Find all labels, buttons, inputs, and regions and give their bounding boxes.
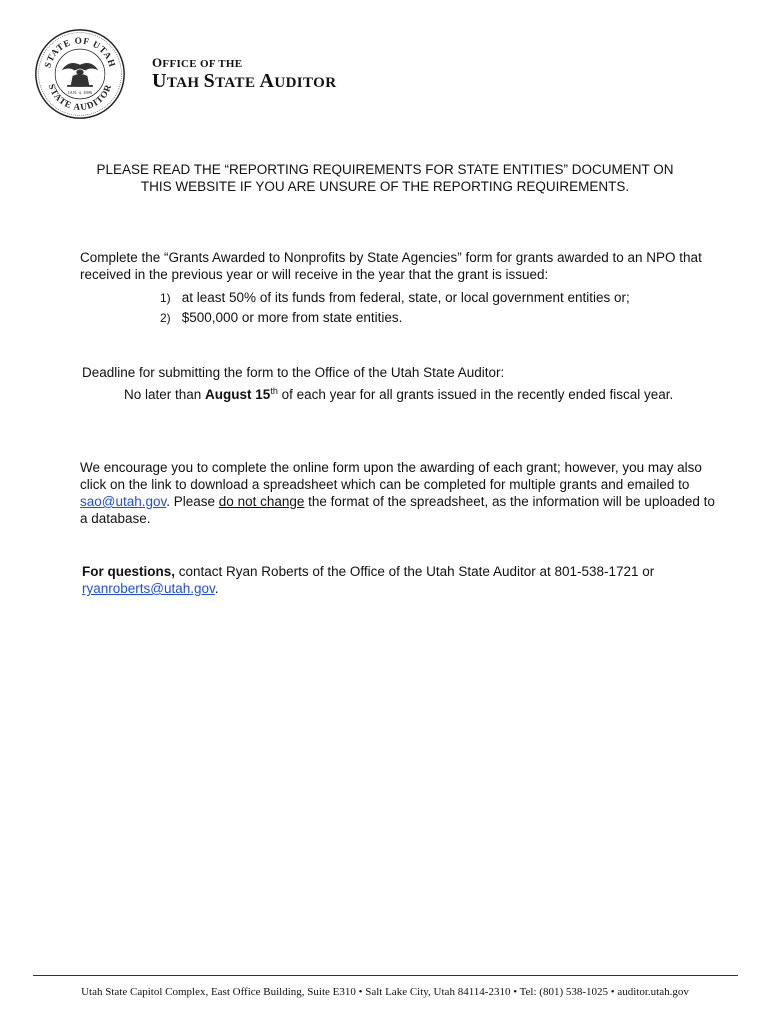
- footer-divider: [33, 975, 738, 976]
- questions-paragraph: [82, 563, 722, 597]
- do-not-change-emphasis: do not change: [218, 494, 305, 509]
- list-item: [160, 308, 630, 328]
- deadline-date: August 15: [205, 387, 271, 402]
- contact-email-link[interactable]: ryanroberts@utah.gov: [82, 581, 215, 596]
- office-name-title: [152, 70, 336, 93]
- title-tah: TAH: [166, 75, 204, 91]
- office-rest: FFICE OF THE: [162, 58, 243, 70]
- encourage-text-1: We encourage you to complete the online form upon the awarding of each grant; however, you may also click on the link to download a spreadsheet which can be completed for multiple grants and emailed to: [80, 460, 702, 492]
- deadline-sup: th: [270, 386, 278, 396]
- deadline-heading: Deadline for submitting the form to the Office of the Utah State Auditor:: [82, 365, 505, 380]
- reporting-notice: [60, 161, 710, 195]
- seal-date: JAN. 4, 1896: [67, 90, 93, 96]
- questions-text: contact Ryan Roberts of the Office of the Utah State Auditor at 801-538-1721 or: [175, 564, 655, 579]
- seal-bottom-text: STATE AUDITOR: [46, 82, 114, 113]
- list-number: 1): [160, 291, 171, 305]
- title-initial-a: A: [259, 70, 275, 92]
- office-initial: O: [152, 55, 163, 70]
- office-of-the-label: [152, 55, 242, 71]
- title-initial-u: U: [152, 70, 167, 92]
- encourage-text-3: the format of the spreadsheet, as the information will be uploaded to a database.: [80, 494, 715, 526]
- title-uditor: UDITOR: [274, 75, 337, 91]
- deadline-detail: [124, 386, 673, 403]
- state-auditor-seal: [34, 28, 126, 120]
- deadline-post: of each year for all grants issued in the recently ended fiscal year.: [277, 387, 674, 402]
- notice-line-2: THIS WEBSITE IF YOU ARE UNSURE OF THE REPORTING REQUIREMENTS.: [140, 179, 630, 194]
- encourage-paragraph: [80, 459, 720, 527]
- sao-email-link[interactable]: sao@utah.gov: [80, 494, 167, 509]
- deadline-pre: No later than: [124, 387, 206, 402]
- list-text: $500,000 or more from state entities.: [181, 310, 403, 325]
- questions-end: .: [214, 581, 219, 596]
- list-number: 2): [160, 311, 171, 325]
- criteria-list: [160, 288, 630, 328]
- notice-line-1: PLEASE READ THE “REPORTING REQUIREMENTS FOR STATE ENTITIES” DOCUMENT ON: [96, 162, 674, 177]
- questions-label: For questions,: [82, 564, 176, 579]
- list-item: [160, 288, 630, 308]
- seal-top-text: STATE OF UTAH: [42, 35, 118, 69]
- list-text: at least 50% of its funds from federal, state, or local government entities or;: [181, 290, 630, 305]
- intro-paragraph: Complete the “Grants Awarded to Nonprofits by State Agencies” form for grants awarded to an NPO that received in the previous year or will receive in the year that the grant is issued:: [80, 250, 702, 282]
- footer-address: Utah State Capitol Complex, East Office Building, Suite E310 • Salt Lake City, Utah 84114-2310 • Tel: (801) 538-1025 • auditor.utah.gov: [81, 986, 689, 998]
- title-initial-s: S: [203, 70, 216, 92]
- encourage-text-2: . Please: [166, 494, 219, 509]
- title-tate: TATE: [215, 75, 260, 91]
